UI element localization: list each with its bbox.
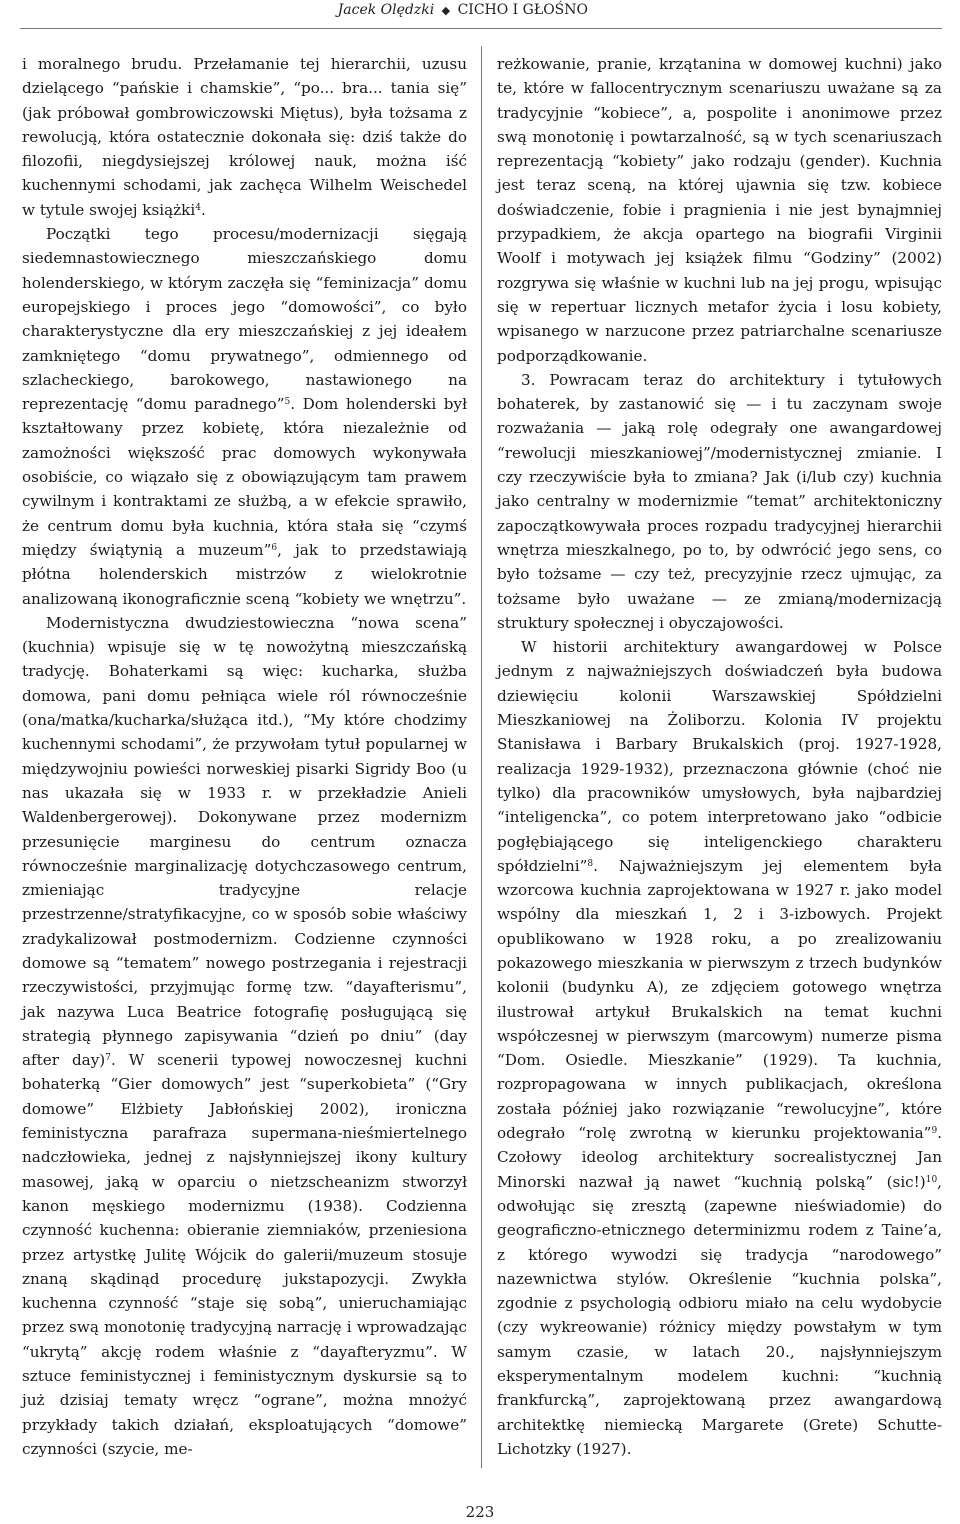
header-rule (20, 28, 942, 29)
right-column (497, 52, 942, 1461)
footnote-ref: 5 (284, 397, 291, 408)
paragraph: Początki tego procesu/modernizacji sięgają siedemnastowiecznego mieszczańskiego domu holenderskiego, w którym zaczęła się “feminizacja” domu europejskiego i proces jego “domowości”, co było charakterystyczne dla ery mieszczańskiej z jej ideałem zamkniętego “domu prywatnego”, odmiennego od szlacheckiego, barokowego, nastawionego na reprezentację “domu paradnego”$^5$. Dom holenderski był kształtowany przez kobietę, która niezależnie od zamożności większość prac domowych wykonywała osobiście, co wiązało się z obowiązującym tam prawem cywilnym i kontraktami ze służbą, a w efekcie sprawiło, że centrum domu była kuchnia, która stała się “czymś między świątynią a muzeum”$^6$, jak to przedstawiają płótna holenderskich mistrzów z wielokrotnie analizowaną ikonograficznie sceną “kobiety we wnętrzu”. (22, 225, 467, 608)
footnote-ref: 7 (105, 1053, 111, 1064)
footnote-ref: 4 (195, 202, 201, 213)
paragraph: 3. Powracam teraz do architektury i tytułowych bohaterek, by zastanowić się — i tu zaczynam swoje rozważania — jaką rolę odegrały one awangardowej “rewolucji mieszkaniowej”/modernistycznej zmianie. I czy rzeczywiście była to zmiana? Jak (i/lub czy) kuchnia jako centralny w modernizmie “temat” architektoniczny zapoczątkowywała proces rozpadu tradycyjnej hierarchii wnętrza mieszkalnego, po to, by odwrócić jego sens, co było tożsame — czy też, precyzyjnie rzecz ujmując, za tożsame było uważane — ze zmianą/modernizacją struktury społecznej i obyczajowości. (497, 370, 942, 632)
footnote-ref: 10 (925, 1174, 938, 1185)
footnote-ref: 6 (271, 542, 278, 553)
diamond-separator-icon: ◆ (441, 4, 451, 17)
paragraph: W historii architektury awangardowej w Polsce jednym z najważniejszych doświadczeń była budowa dziewięciu kolonii Warszawskiej Spółdzielni Mieszkaniowej na Żoliborzu. Kolonia IV projektu Stanisława i Barbary Brukalskich (proj. 1927-1928, realizacja 1929-1932), przeznaczona głównie (choć nie tylko) dla pracowników umysłowych, była najbardziej “inteligencka”, co potem interpretowano jako “odbicie pogłębiającego się inteligenckiego charakteru spółdzielni”$^8$. Najważniejszym jej elementem była wzorcowa kuchnia zaprojektowana w 1927 r. jako model wspólny dla mieszkań 1, 2 i 3-izbowych. Projekt opublikowano w 1928 roku, a po zrealizowaniu pokazowego mieszkania w pierwszym z trzech budynków kolonii (budynku A), ze zdjęciem gotowego wnętrza ilustrował artykuł Brukalskich na temat kuchni współczesnej w pierwszym (marcowym) numerze pisma “Dom. Osiedle. Mieszkanie” (1929). Ta kuchnia, rozpropagowana w innych publikacjach, określona została później jako rozwiązanie “rewolucyjne”, które odegrało “rolę zwrotną w kierunku projektowania”$^9$. Czołowy ideolog architektury socrealistycznej Jan Minorski nazwał ją nawet “kuchnią polską” $(sic!)^{10}$, odwołując się zresztą (zapewne nieświadomie) do geograficzno-etnicznego determinizmu rodem z Taine’a, z którego wywodzi się tradycja “narodowego” nazewnictwa stylów. Określenie “kuchnia polska”, zgodnie z psychologią odbioru miało na celu wydobycie (czy wykreowanie) różnicy między powstałym w tym samym czasie, w latach 20., najsłynniejszym eksperymentalnym modelem kuchni: “kuchnią frankfurcką”, zaprojektowaną przez awangardową architektkę niemiecką Margarete (Grete) Schutte-Lichotzky (1927). (497, 638, 942, 1458)
footnote-ref: 8 (587, 858, 594, 869)
left-column (22, 52, 467, 1461)
paragraph: i moralnego brudu. Przełamanie tej hierarchii, uzusu dzielącego “pańskie i chamskie”, “po... bra... tania się” (jak próbował gombrowiczowski Miętus), była tożsama z rewolucją, która ostatecznie dokonała się: dziś także do filozofii, niegdysiejszej królowej nauk, można iść kuchennymi schodami, jak zachęca Wilhelm Weischedel w tytule swojej książki$^4$. (22, 55, 467, 219)
footnote-ref: 9 (931, 1126, 938, 1137)
paragraph: Modernistyczna dwudziestowieczna “nowa scena” (kuchnia) wpisuje się w tę nowożytną mieszczańską tradycję. Bohaterkami są więc: kucharka, służba domowa, pani domu pełniąca wiele ról równocześnie (ona/matka/kucharka/służąca itd.), “My które chodzimy kuchennymi schodami”, że przywołam tytuł popularnej w międzywojniu powieści norweskiej pisarki Sigridy Boo (u nas ukazała się w 1933 r. w przekładzie Anieli Waldenbergerowej). Dokonywane przez modernizm przesunięcie marginesu do centrum oznacza równocześnie marginalizację dotychczasowego centrum, zmieniając tradycyjne relacje przestrzenne/stratyfikacyjne, co w sposób sobie właściwy zradykalizował postmodernizm. Codzienne czynności domowe są “tematem” nowego postrzegania i rejestracji rzeczywistości, przyjmując formę tzw. “dayafterismu”, jak nazywa Luca Beatrice fotografię posługującą się strategią płynnego zapisywania “dzień po dniu” (day after day)$^7$. W scenerii typowej nowoczesnej kuchni bohaterką “Gier domowych” jest “superkobieta” (“Gry domowe” Elżbiety Jabłońskiej 2002), ironiczna feministyczna parafraza supermana-nieśmiertelnego nadczłowieka, jednej z najsłynniejszej ikony kultury masowej, jaką w oparciu o nietzscheanizm stworzył kanon męskiego modernizmu (1938). Codzienna czynność kuchenna: obieranie ziemniaków, przeniesiona przez artystkę Julitę Wójcik do galerii/muzeum stosuje znaną skądinąd procedurę jukstapozycji. Zwykła kuchenna czynność “staje się sobą”, unieruchamiając przez swą monotonię tradycyjną narrację i wprowadzając “ukrytą” akcję rodem właśnie z “dayafteryzmu”. W sztuce feministycznej i feministycznym dyskursie są to już dzisiaj tematy wręcz “ograne”, można mnożyć przykłady takich działań, eksploatujących “domowe” czynności (szycie, me- (22, 613, 467, 1458)
column-divider (481, 46, 482, 1468)
page-number: 223 (465, 1503, 495, 1521)
header-author: Jacek Olędzki (337, 2, 435, 18)
header-title: CICHO I GŁOŚNO (457, 2, 588, 18)
paragraph: reżkowanie, pranie, krzątanina w domowej kuchni) jako te, które w fallocentrycznym scenariuszu uważane są za tradycyjnie “kobiece”, a, pospolite i anonimowe przez swą monotonię i powtarzalność, są w tych scenariuszach reprezentacją “kobiety” jako rodzaju (gender). Kuchnia jest teraz sceną, na której ujawnia się tzw. kobiece doświadczenie, fobie i pragnienia i nie jest bynajmniej przypadkiem, że akcja opartego na biografii Virginii Woolf i motywach jej książek filmu “Godziny” (2002) rozgrywa się właśnie w kuchni lub na jej progu, wpisując się w repertuar licznych metafor życia i losu kobiety, wpisanego w narzucone przez patriarchalne scenariusze podporządkowanie. (497, 55, 942, 365)
running-header (338, 2, 588, 18)
